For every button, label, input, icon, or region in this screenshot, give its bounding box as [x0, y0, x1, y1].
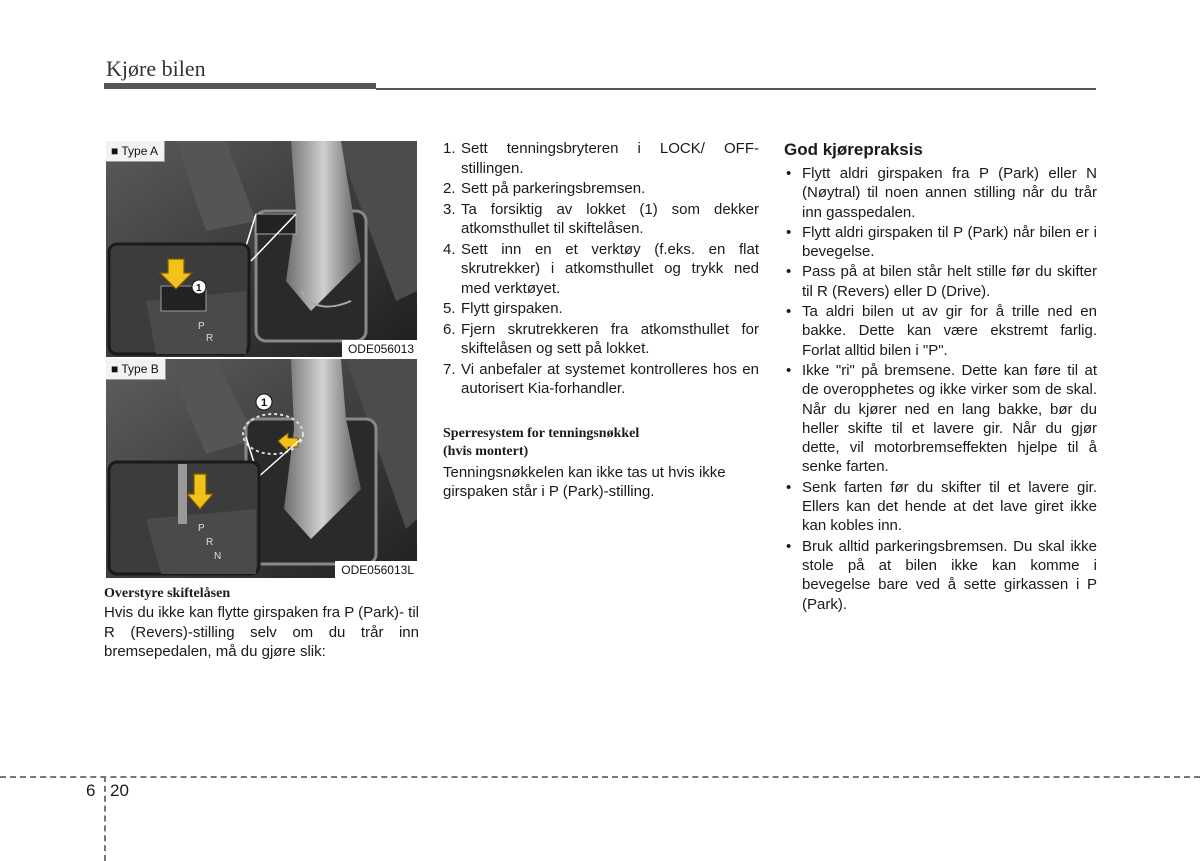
bullet-list	[784, 164, 1097, 614]
step-number: 1.	[443, 140, 456, 157]
column-2	[443, 139, 759, 502]
callout-number-1: 1	[196, 283, 202, 294]
bullet-icon: •	[786, 263, 792, 281]
step-text: Fjern skrutrekkeren fra atkomsthullet for skiftelåsen og sett på lokket.	[461, 320, 759, 357]
bullet-text: Flytt aldri girspaken til P (Park) når bilen er i bevegelse.	[802, 223, 1097, 261]
column-3	[784, 139, 1097, 615]
step-number: 7.	[443, 360, 456, 378]
figure-type-a	[106, 141, 417, 357]
step-text: Vi anbefaler at systemet kontrolleres hos en autorisert Kia-forhandler.	[461, 360, 759, 397]
section-heading-key-lock-line2: (hvis montert)	[443, 443, 529, 459]
bullet-icon: •	[786, 361, 792, 379]
step-item	[443, 200, 759, 239]
bullet-text: Ta aldri bilen ut av gir for å trille ned en bakke. Dette kan være ekstremt farlig. Forlat alltid bilen i "P".	[802, 303, 1097, 359]
step-text: Sett tenningsbryteren i LOCK/ OFF-stillingen.	[461, 140, 759, 177]
bullet-item	[784, 361, 1097, 477]
section-body-override: Hvis du ikke kan flytte girspaken fra P (Park)- til R (Revers)-stilling selv om du trår inn bremsepedalen, må du gjøre slik:	[104, 604, 419, 660]
page-number: 20	[110, 781, 129, 800]
figure-tag: ■ Type B	[106, 359, 166, 380]
header-rule-thick	[104, 83, 376, 89]
bullet-item	[784, 302, 1097, 360]
gear-letter-p: P	[198, 321, 205, 332]
step-item	[443, 299, 759, 319]
bullet-item	[784, 262, 1097, 301]
bullet-text: Bruk alltid parkeringsbremsen. Du skal ikke stole på at bilen ikke kan komme i bevegelse bare ved å sette girkassen i P (Park).	[802, 537, 1097, 613]
bullet-text: Flytt aldri girspaken fra P (Park) eller N (Nøytral) til noen annen stilling når du trår inn gasspedalen.	[802, 165, 1097, 221]
page-header-title: Kjøre bilen	[106, 56, 206, 81]
gear-letter-r: R	[206, 333, 214, 344]
steps-list	[443, 139, 759, 399]
step-number: 2.	[443, 180, 456, 197]
bullet-icon: •	[786, 537, 792, 555]
bullet-icon: •	[786, 223, 792, 241]
step-item	[443, 320, 759, 359]
gear-letter-r: R	[206, 537, 214, 548]
footer-vertical-divider	[104, 776, 106, 861]
gear-letter-n: N	[214, 551, 222, 562]
gear-shift-illustration-b	[106, 359, 417, 578]
header-rule-thin	[376, 88, 1096, 90]
step-item	[443, 179, 759, 199]
step-item	[443, 139, 759, 178]
column-1-text	[104, 585, 419, 662]
step-text: Sett på parkeringsbremsen.	[461, 180, 646, 197]
callout-number-1: 1	[261, 397, 268, 409]
step-item	[443, 240, 759, 299]
section-heading-key-lock-line1: Sperresystem for tenningsnøkkel	[443, 425, 640, 441]
step-item	[443, 360, 759, 399]
step-number: 5.	[443, 300, 456, 317]
bullet-icon: •	[786, 478, 792, 496]
figure-type-b	[106, 359, 417, 578]
bullet-item	[784, 537, 1097, 614]
figure-code: ODE056013	[342, 340, 417, 357]
footer-divider	[0, 776, 1200, 778]
step-number: 4.	[443, 240, 456, 258]
bullet-item	[784, 223, 1097, 262]
section-body-key-lock: Tenningsnøkkelen kan ikke tas ut hvis ikke girspaken står i P (Park)-stilling.	[443, 463, 726, 500]
figure-code: ODE056013L	[335, 561, 417, 578]
bullet-icon: •	[786, 165, 792, 182]
chapter-number: 6	[86, 781, 96, 800]
section-heading-good-driving: God kjørepraksis	[784, 140, 923, 159]
step-number: 3.	[443, 200, 456, 218]
bullet-icon: •	[786, 303, 792, 321]
bullet-item	[784, 478, 1097, 536]
bullet-item	[784, 164, 1097, 222]
step-text: Sett inn en et verktøy (f.eks. en flat skrutrekker) i atkomsthullet og trykk ned med verktøyet.	[461, 240, 759, 297]
figure-tag: ■ Type A	[106, 141, 165, 162]
bullet-text: Pass på at bilen står helt stille før du skifter til R (Revers) eller D (Drive).	[802, 263, 1097, 300]
gear-shift-illustration-a	[106, 141, 417, 357]
step-text: Flytt girspaken.	[461, 300, 563, 317]
bullet-text: Senk farten før du skifter til et lavere gir. Ellers kan det hende at det lave giret ikke kan kobles inn.	[802, 478, 1097, 535]
step-number: 6.	[443, 320, 456, 338]
gear-letter-p: P	[198, 523, 205, 534]
bullet-text: Ikke "ri" på bremsene. Dette kan føre til at de overopphetes og ikke virker som de skal. Når du kjører ned en lang bakke, bør du heller skifte til et lavere gir. Når du gjør dette, vil motorbremseffekten hjelpe til å senke farten.	[802, 361, 1097, 476]
step-text: Ta forsiktig av lokket (1) som dekker atkomsthullet til skiftelåsen.	[461, 200, 759, 237]
section-heading-key-lock	[443, 425, 759, 461]
section-heading-override: Overstyre skiftelåsen	[104, 586, 231, 601]
